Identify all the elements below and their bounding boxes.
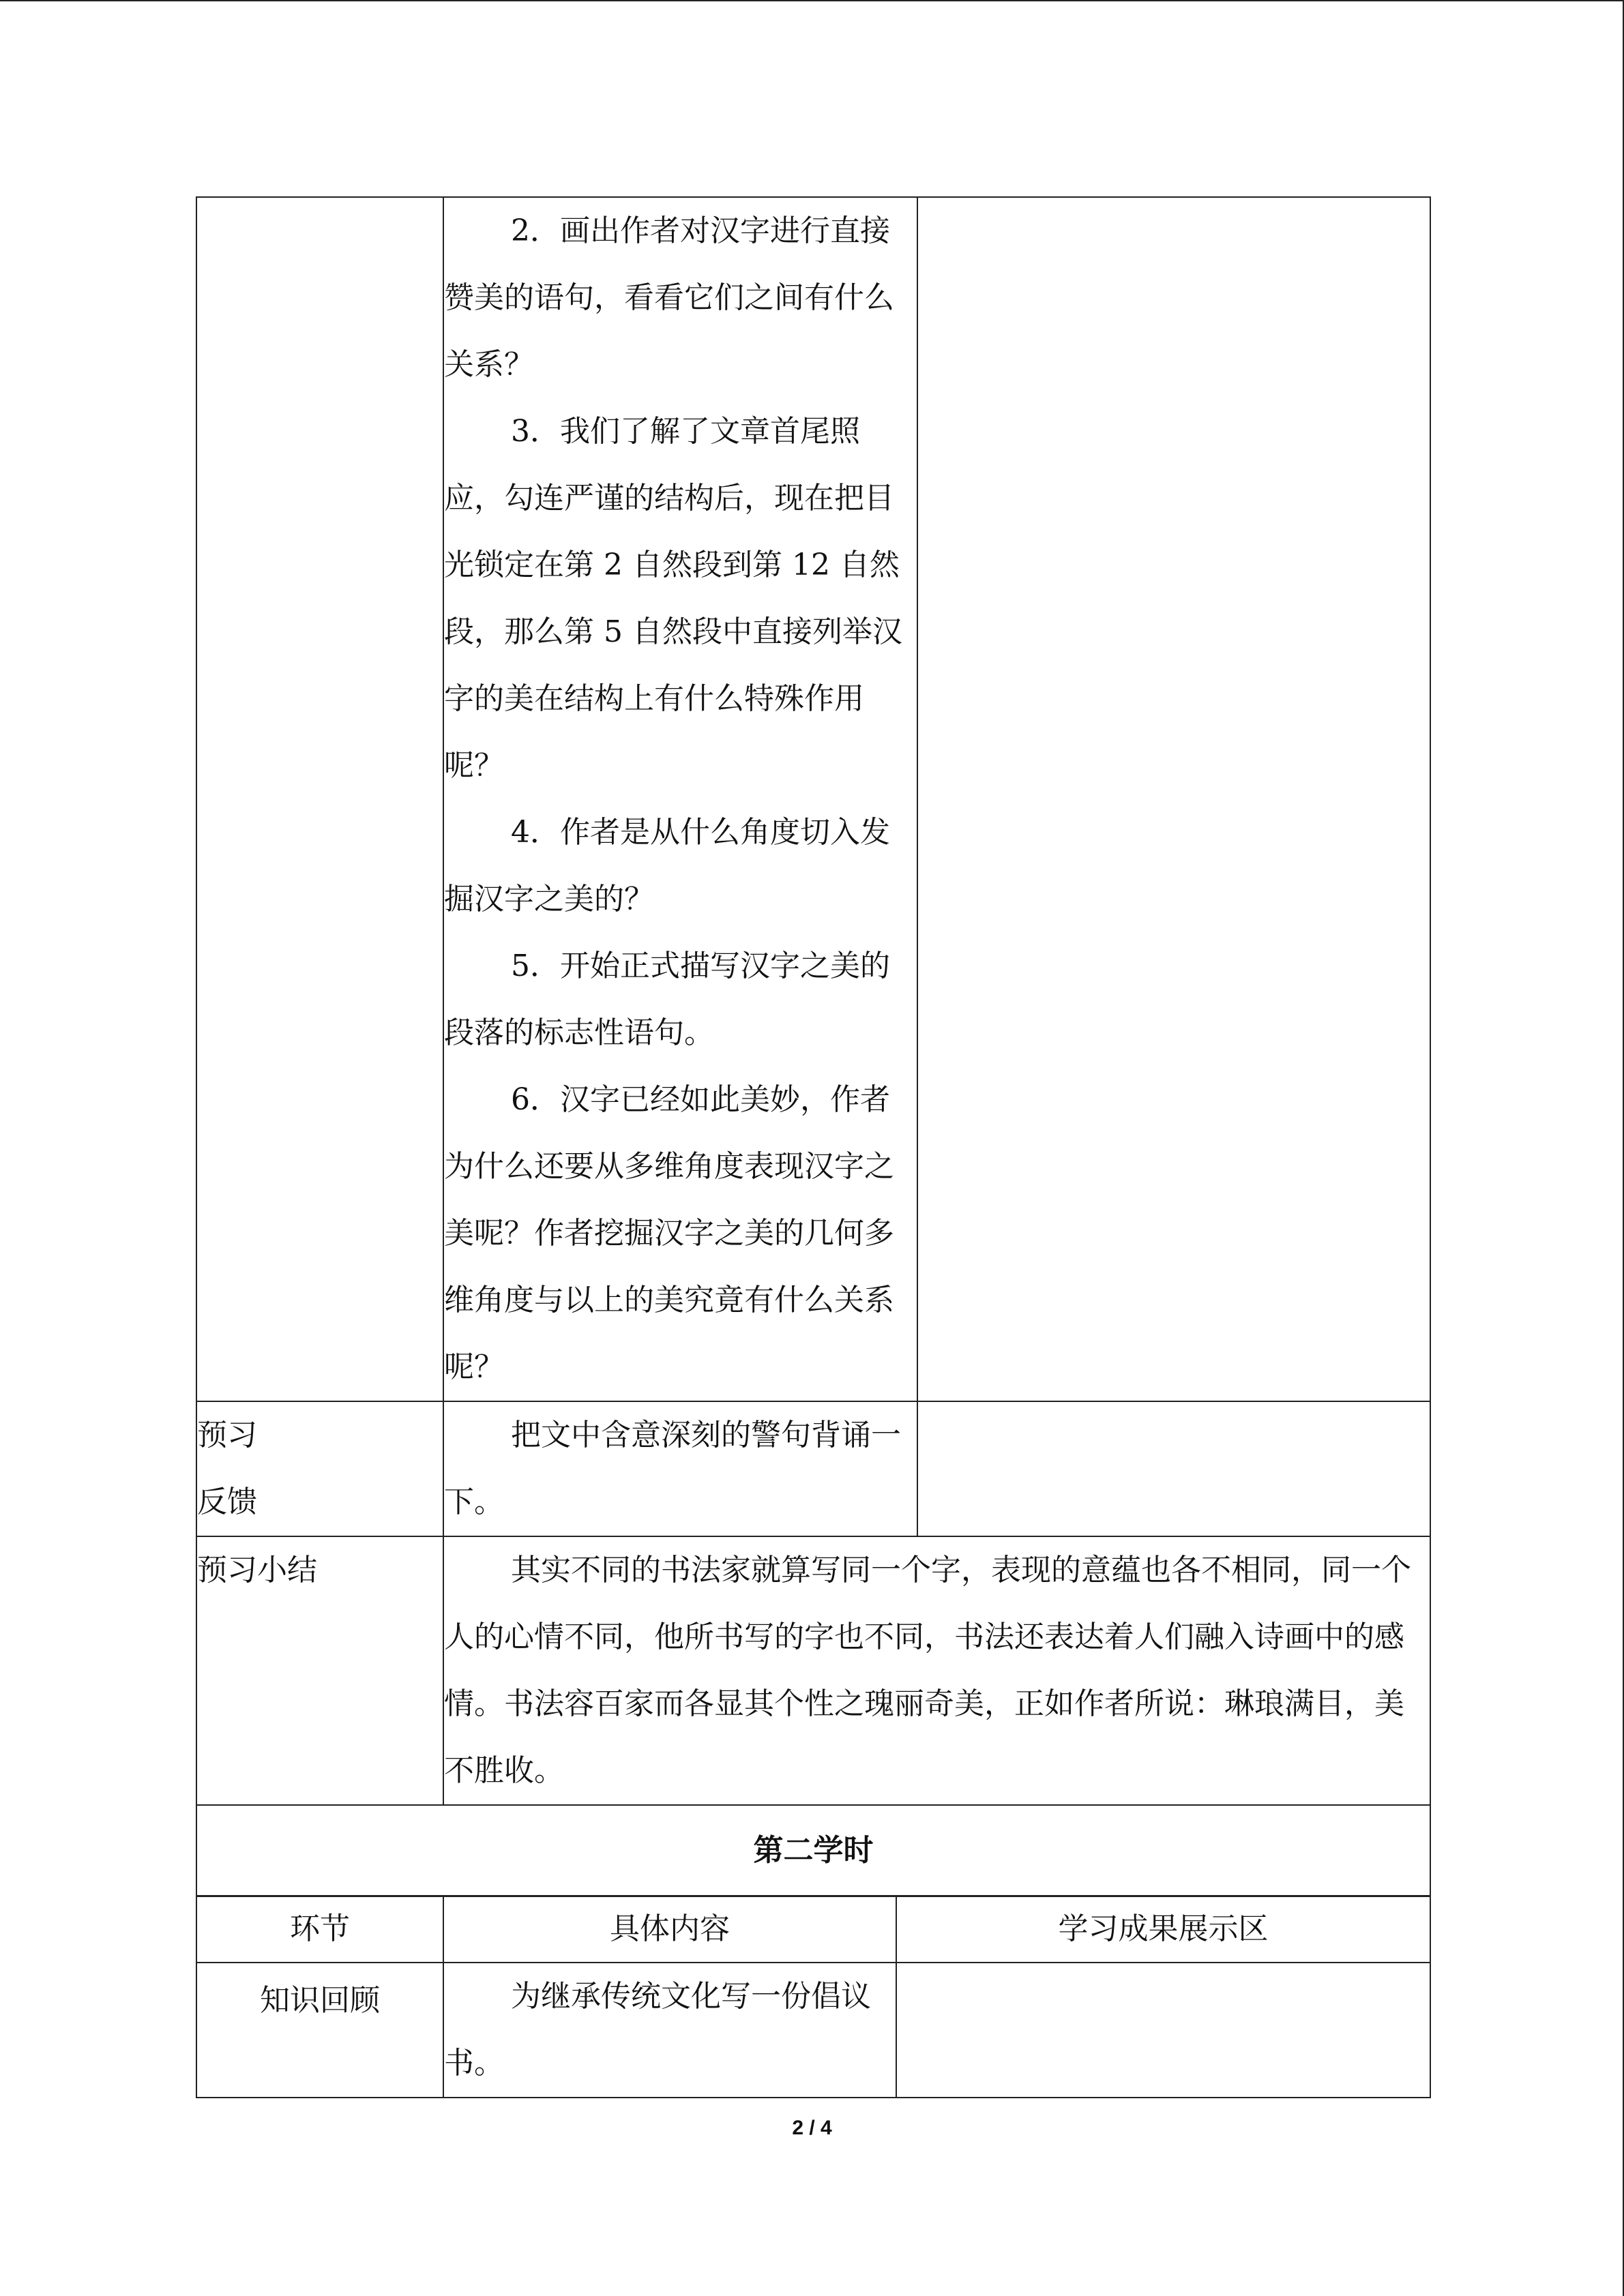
question-4: 4．作者是从什么角度切入发掘汉字之美的？ xyxy=(444,815,890,916)
preview-summary-content: 其实不同的书法家就算写同一个字，表现的意蕴也各不相同，同一个人的心情不同，他所书写的字也不同，书法还表达着人们融入诗画中的感情。书法容百家而各显其个性之瑰丽奇美，正如作者所说：琳琅满目，美不胜收。 xyxy=(444,1553,1411,1788)
question-5: 5．开始正式描写汉字之美的段落的标志性语句。 xyxy=(444,949,890,1050)
page-number: 2 / 4 xyxy=(792,2117,832,2139)
second-period-title: 第二学时 xyxy=(196,1805,1430,1896)
questions-content-cell xyxy=(443,197,917,1401)
lesson-plan-table xyxy=(196,196,1431,1897)
preview-feedback-result-cell xyxy=(917,1401,1430,1536)
header-stage: 环节 xyxy=(196,1896,443,1963)
preview-summary-content-cell xyxy=(443,1536,1430,1805)
preview-feedback-content: 把文中含意深刻的警句背诵一下。 xyxy=(444,1418,901,1519)
knowledge-review-row xyxy=(196,1963,1430,2098)
question-6: 6．汉字已经如此美妙，作者为什么还要从多维角度表现汉字之美呢？作者挖掘汉字之美的几何多维角度与以上的美究竟有什么关系呢？ xyxy=(444,1082,894,1384)
knowledge-review-result-cell xyxy=(896,1963,1430,2098)
questions-row xyxy=(196,197,1430,1401)
second-period-title-row xyxy=(196,1805,1430,1896)
knowledge-review-content: 为继承传统文化写一份倡议书。 xyxy=(444,1979,871,2081)
knowledge-review-label: 知识回顾 xyxy=(196,1963,443,2098)
second-period-table xyxy=(196,1895,1431,2098)
question-3: 3．我们了解了文章首尾照应，勾连严谨的结构后，现在把目光锁定在第 2 自然段到第 12 自然段，那么第 5 自然段中直接列举汉字的美在结构上有什么特殊作用呢？ xyxy=(444,414,902,783)
page-top-border xyxy=(0,0,1624,1)
preview-feedback-label-line1: 预习 xyxy=(197,1418,257,1452)
questions-result-cell xyxy=(917,197,1430,1401)
questions-label-cell xyxy=(196,197,443,1401)
question-2: 2．画出作者对汉字进行直接赞美的语句，看看它们之间有什么关系？ xyxy=(444,213,894,382)
preview-feedback-label-line2: 反馈 xyxy=(197,1485,257,1519)
knowledge-review-content-cell xyxy=(443,1963,896,2098)
preview-feedback-content-cell xyxy=(443,1401,917,1536)
header-result-area: 学习成果展示区 xyxy=(896,1896,1430,1963)
preview-feedback-label xyxy=(196,1401,443,1536)
second-period-header-row xyxy=(196,1896,1430,1963)
preview-feedback-row xyxy=(196,1401,1430,1536)
header-content: 具体内容 xyxy=(443,1896,896,1963)
preview-summary-row xyxy=(196,1536,1430,1805)
preview-summary-label: 预习小结 xyxy=(196,1536,443,1805)
